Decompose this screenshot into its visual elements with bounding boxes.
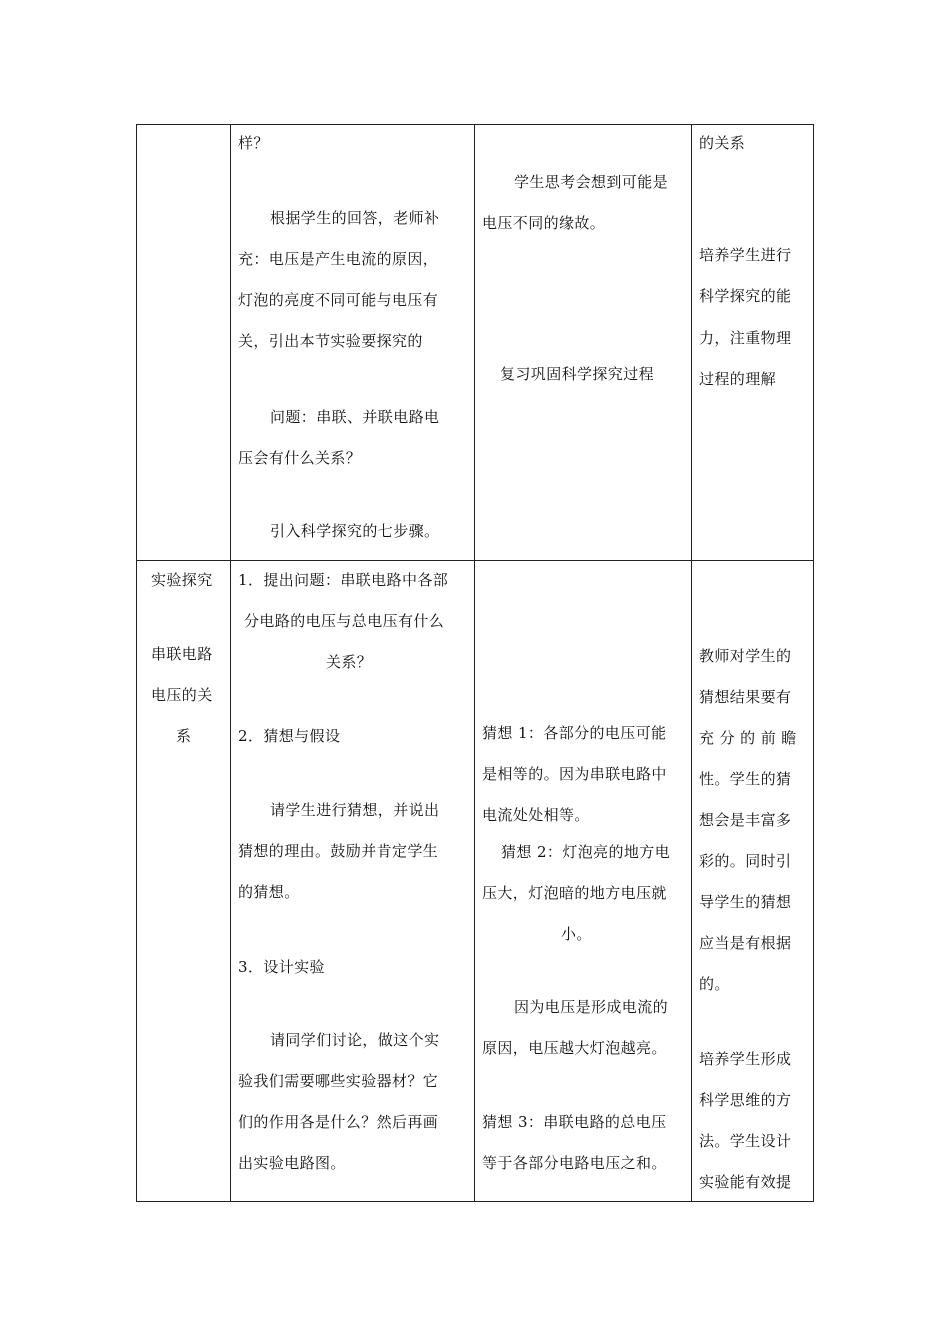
text-line: 引入科学探究的七步骤。 bbox=[270, 522, 440, 540]
text-line: 的猜想。 bbox=[238, 883, 300, 901]
table-border-bottom bbox=[136, 1201, 814, 1202]
text-line: 请同学们讨论，做这个实 bbox=[270, 1031, 440, 1049]
text-line: 培养学生形成 bbox=[699, 1050, 792, 1068]
text-line: 猜想 3：串联电路的总电压 bbox=[482, 1113, 667, 1131]
text-line: 法。学生设计 bbox=[699, 1132, 792, 1150]
text-line: 实验能有效提 bbox=[699, 1173, 792, 1191]
text-line: 电压不同的缘故。 bbox=[482, 214, 606, 232]
text-line: 彩的。同时引 bbox=[699, 852, 792, 870]
text-line: 出实验电路图。 bbox=[238, 1154, 346, 1172]
text-line: 电压的关 bbox=[151, 686, 213, 704]
text-line: 的。 bbox=[699, 975, 730, 993]
text-line: 过程的理解 bbox=[699, 370, 777, 388]
text-line: 电流处处相等。 bbox=[482, 806, 590, 824]
text-line: 猜想结果要有 bbox=[699, 688, 792, 706]
text-line: 是相等的。因为串联电路中 bbox=[482, 765, 667, 783]
text-line: 请学生进行猜想，并说出 bbox=[270, 801, 440, 819]
text-line: 原因，电压越大灯泡越亮。 bbox=[482, 1039, 667, 1057]
text-line: 分电路的电压与总电压有什么 bbox=[244, 612, 445, 630]
text-line: 灯泡的亮度不同可能与电压有 bbox=[238, 291, 439, 309]
text-line: 验我们需要哪些实验器材？它 bbox=[238, 1072, 439, 1090]
table-border-top bbox=[136, 124, 814, 125]
text-line: 应当是有根据 bbox=[699, 934, 792, 952]
text-line: 系 bbox=[176, 727, 192, 745]
column-divider-3 bbox=[691, 124, 692, 1202]
text-line: 串联电路 bbox=[151, 645, 213, 663]
text-line: 因为电压是形成电流的 bbox=[514, 998, 669, 1016]
text-line: 根据学生的回答，老师补 bbox=[270, 209, 440, 227]
row-divider bbox=[136, 560, 814, 561]
text-line: 猜想的理由。鼓励并肯定学生 bbox=[238, 842, 439, 860]
text-line: 3．设计实验 bbox=[238, 958, 325, 976]
text-line: 力，注重物理 bbox=[699, 329, 792, 347]
text-line: 关，引出本节实验要探究的 bbox=[238, 332, 423, 350]
text-line: 想会是丰富多 bbox=[699, 811, 792, 829]
text-line: 样？ bbox=[238, 134, 269, 152]
lesson-plan-table bbox=[136, 124, 814, 1202]
table-border-left bbox=[136, 124, 137, 1202]
text-line: 等于各部分电路电压之和。 bbox=[482, 1154, 667, 1172]
text-line: 性。学生的猜 bbox=[699, 770, 792, 788]
text-line: 们的作用各是什么？然后再画 bbox=[238, 1113, 439, 1131]
text-line: 实验探究 bbox=[151, 571, 213, 589]
text-line: 复习巩固科学探究过程 bbox=[500, 365, 655, 383]
text-line: 猜想 2：灯泡亮的地方电 bbox=[501, 843, 671, 861]
text-line: 1．提出问题：串联电路中各部 bbox=[238, 571, 449, 589]
text-line: 压会有什么关系？ bbox=[238, 449, 362, 467]
text-line: 充 分 的 前 瞻 bbox=[699, 729, 797, 747]
text-line: 科学思维的方 bbox=[699, 1091, 792, 1109]
text-line: 培养学生进行 bbox=[699, 246, 792, 264]
text-line: 关系？ bbox=[326, 653, 373, 671]
text-line: 猜想 1：各部分的电压可能 bbox=[482, 724, 667, 742]
text-line: 充：电压是产生电流的原因， bbox=[238, 250, 439, 268]
text-line: 导学生的猜想 bbox=[699, 893, 792, 911]
text-line: 问题：串联、并联电路电 bbox=[270, 408, 440, 426]
text-line: 学生思考会想到可能是 bbox=[514, 173, 669, 191]
text-line: 2．猜想与假设 bbox=[238, 727, 341, 745]
text-line: 的关系 bbox=[699, 134, 746, 152]
text-line: 压大，灯泡暗的地方电压就 bbox=[482, 884, 667, 902]
text-line: 小。 bbox=[561, 925, 592, 943]
column-divider-2 bbox=[474, 124, 475, 1202]
text-line: 教师对学生的 bbox=[699, 647, 792, 665]
column-divider-1 bbox=[230, 124, 231, 1202]
text-line: 科学探究的能 bbox=[699, 287, 792, 305]
table-border-right bbox=[813, 124, 814, 1202]
